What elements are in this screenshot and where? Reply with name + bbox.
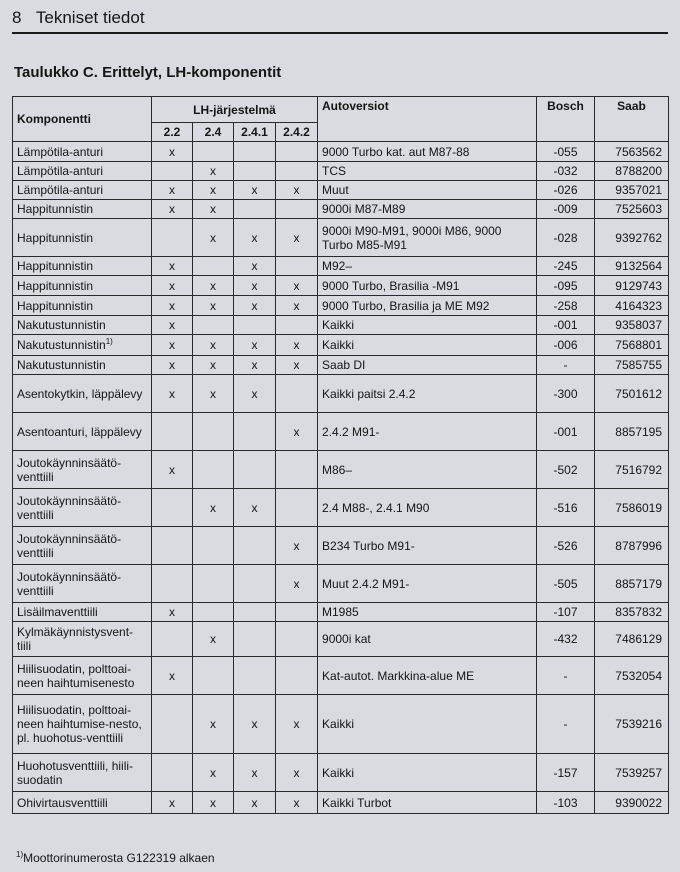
lh-mark-cell: x [276,413,318,451]
component-name: Nakutustunnistin [17,318,106,332]
component-cell [13,754,152,792]
car-versions-cell: Muut 2.4.2 M91- [318,565,537,603]
table-row [13,200,669,219]
bosch-number-cell: -009 [537,200,595,219]
lh-mark-cell: x [234,219,276,257]
lh-mark-cell [276,451,318,489]
component-cell [13,219,152,257]
col-header-bosch: Bosch [537,97,595,142]
lh-mark-cell: x [193,792,234,814]
lh-mark-cell: x [152,181,193,200]
component-name: Hiilisuodatin, polttoai-neen haihtumise-nesto, pl. huohotus-venttiili [17,703,142,745]
col-header-lh-2-2: 2.2 [152,123,193,142]
lh-mark-cell [276,316,318,335]
lh-mark-cell: x [276,695,318,754]
saab-number-cell: 9357021 [595,181,669,200]
table-row [13,565,669,603]
car-versions-cell: M1985 [318,603,537,622]
lh-mark-cell: x [276,565,318,603]
saab-number-cell: 8857195 [595,413,669,451]
lh-mark-cell: x [152,142,193,162]
component-cell [13,622,152,657]
bosch-number-cell: - [537,356,595,375]
car-versions-cell: Kat-autot. Markkina-alue ME [318,657,537,695]
col-header-lh-2-4-1: 2.4.1 [234,123,276,142]
lh-mark-cell: x [193,695,234,754]
table-row [13,792,669,814]
car-versions-cell: Muut [318,181,537,200]
component-name: Huohotusventtiili, hiili-suodatin [17,758,134,787]
table-row [13,316,669,335]
saab-number-cell: 9392762 [595,219,669,257]
car-versions-cell: TCS [318,162,537,181]
table-row [13,335,669,356]
chapter-title: Tekniset tiedot [35,8,145,27]
col-header-lh-2-4-2: 2.4.2 [276,123,318,142]
table-row [13,296,669,316]
table-row [13,754,669,792]
lh-mark-cell: x [152,657,193,695]
lh-mark-cell [234,603,276,622]
car-versions-cell: Kaikki [318,316,537,335]
table-row [13,142,669,162]
saab-number-cell: 9129743 [595,276,669,296]
component-cell [13,181,152,200]
saab-number-cell: 8357832 [595,603,669,622]
lh-mark-cell [234,657,276,695]
component-name: Asentoanturi, läppälevy [17,424,142,439]
lh-mark-cell: x [193,296,234,316]
component-cell [13,657,152,695]
lh-mark-cell: x [193,200,234,219]
component-name: Lämpötila-anturi [17,144,104,159]
lh-mark-cell: x [276,356,318,375]
footnote [16,851,215,865]
saab-number-cell: 8788200 [595,162,669,181]
lh-mark-cell: x [234,375,276,413]
table-row [13,162,669,181]
lh-mark-cell: x [193,489,234,527]
component-name: Asentokytkin, läppälevy [17,386,143,401]
lh-mark-cell [152,527,193,565]
component-cell [13,451,152,489]
car-versions-cell: 9000i M90-M91, 9000i M86, 9000 Turbo M85-M91 [318,219,537,257]
table-row [13,356,669,375]
col-header-lh-2-4: 2.4 [193,123,234,142]
car-versions-cell: B234 Turbo M91- [318,527,537,565]
lh-mark-cell [152,754,193,792]
table-row [13,219,669,257]
lh-mark-cell [193,257,234,276]
lh-mark-cell [193,413,234,451]
car-versions-cell: 9000 Turbo kat. aut M87-88 [318,142,537,162]
car-versions-cell: 2.4 M88-, 2.4.1 M90 [318,489,537,527]
lh-mark-cell: x [152,451,193,489]
lh-mark-cell: x [193,356,234,375]
footnote-reference: 1) [105,337,113,346]
lh-mark-cell: x [234,335,276,356]
lh-mark-cell: x [193,276,234,296]
bosch-number-cell: -055 [537,142,595,162]
component-cell [13,356,152,375]
lh-mark-cell: x [276,296,318,316]
car-versions-cell: 9000i kat [318,622,537,657]
lh-mark-cell [193,142,234,162]
component-cell [13,316,152,335]
component-cell [13,375,152,413]
lh-mark-cell [234,451,276,489]
lh-mark-cell [276,622,318,657]
saab-number-cell: 7486129 [595,622,669,657]
lh-mark-cell [276,142,318,162]
component-cell [13,296,152,316]
lh-mark-cell: x [152,200,193,219]
component-name: Ohivirtausventtiili [17,795,108,810]
lh-mark-cell: x [152,296,193,316]
lh-mark-cell [152,622,193,657]
bosch-number-cell: -103 [537,792,595,814]
car-versions-cell: 9000i M87-M89 [318,200,537,219]
saab-number-cell: 7501612 [595,375,669,413]
component-cell [13,257,152,276]
saab-number-cell: 8787996 [595,527,669,565]
lh-mark-cell: x [152,375,193,413]
lh-mark-cell [152,413,193,451]
lh-mark-cell [234,316,276,335]
saab-number-cell: 7539216 [595,695,669,754]
lh-mark-cell: x [234,489,276,527]
component-cell [13,603,152,622]
lh-mark-cell: x [193,622,234,657]
lh-mark-cell [193,565,234,603]
lh-mark-cell [234,622,276,657]
lh-mark-cell: x [193,181,234,200]
component-name: Happitunnistin [17,230,94,245]
saab-number-cell: 7532054 [595,657,669,695]
lh-mark-cell: x [152,356,193,375]
car-versions-cell: Kaikki [318,335,537,356]
bosch-number-cell: -516 [537,489,595,527]
lh-mark-cell [234,565,276,603]
bosch-number-cell: -505 [537,565,595,603]
lh-mark-cell [152,489,193,527]
component-cell [13,162,152,181]
lh-mark-cell: x [276,754,318,792]
lh-mark-cell [234,413,276,451]
component-name: Happitunnistin [17,202,94,216]
component-name: Joutokäynninsäätö-venttiili [17,493,122,522]
chapter-number: 8 [12,8,22,27]
table-caption: Taulukko C. Erittelyt, LH-komponentit [14,64,282,81]
lh-mark-cell: x [276,792,318,814]
lh-mark-cell: x [152,316,193,335]
lh-mark-cell: x [193,219,234,257]
car-versions-cell: Kaikki Turbot [318,792,537,814]
component-cell [13,527,152,565]
lh-mark-cell [234,162,276,181]
bosch-number-cell: -502 [537,451,595,489]
lh-mark-cell: x [152,603,193,622]
lh-mark-cell [276,257,318,276]
car-versions-cell: M86– [318,451,537,489]
lh-mark-cell: x [276,335,318,356]
lh-mark-cell: x [234,257,276,276]
lh-mark-cell [276,489,318,527]
lh-mark-cell: x [152,335,193,356]
component-name: Lisäilmaventtiili [17,605,98,619]
lh-mark-cell: x [234,792,276,814]
component-name: Happitunnistin [17,259,94,273]
component-cell [13,565,152,603]
col-header-car-versions: Autoversiot [318,97,537,142]
lh-mark-cell: x [234,296,276,316]
bosch-number-cell: -107 [537,603,595,622]
lh-mark-cell [276,657,318,695]
col-header-lh-system: LH-järjestelmä [152,97,318,123]
bosch-number-cell: - [537,657,595,695]
bosch-number-cell: -001 [537,316,595,335]
lh-mark-cell: x [152,276,193,296]
bosch-number-cell: -300 [537,375,595,413]
lh-mark-cell: x [193,375,234,413]
lh-mark-cell [193,657,234,695]
car-versions-cell: Kaikki [318,754,537,792]
component-name: Happitunnistin [17,278,94,293]
lh-mark-cell [234,200,276,219]
car-versions-cell: 9000 Turbo, Brasilia ja ME M92 [318,296,537,316]
bosch-number-cell: -026 [537,181,595,200]
components-table [12,96,669,814]
component-name: Happitunnistin [17,298,94,313]
component-name: Hiilisuodatin, polttoai-neen haihtumisenesto [17,661,135,690]
saab-number-cell: 7585755 [595,356,669,375]
table-row [13,489,669,527]
table-row [13,451,669,489]
component-name: Kylmäkäynnistysvent-tiili [17,625,134,653]
lh-mark-cell [276,375,318,413]
saab-number-cell: 9132564 [595,257,669,276]
footnote-text: Moottorinumerosta G122319 alkaen [23,851,215,865]
component-cell [13,335,152,356]
table-row [13,527,669,565]
lh-mark-cell: x [193,162,234,181]
footnote-marker: 1) [16,850,24,859]
table-row [13,603,669,622]
lh-mark-cell: x [276,276,318,296]
component-name: Nakutustunnistin [17,358,106,372]
lh-mark-cell [193,451,234,489]
car-versions-cell: Saab DI [318,356,537,375]
lh-mark-cell: x [276,181,318,200]
car-versions-cell: Kaikki [318,695,537,754]
saab-number-cell: 4164323 [595,296,669,316]
saab-number-cell: 7586019 [595,489,669,527]
lh-mark-cell: x [152,257,193,276]
saab-number-cell: 9358037 [595,316,669,335]
bosch-number-cell: -032 [537,162,595,181]
page-header [12,8,145,28]
bosch-number-cell: -258 [537,296,595,316]
col-header-component: Komponentti [13,97,152,142]
lh-mark-cell [193,603,234,622]
bosch-number-cell: -245 [537,257,595,276]
lh-mark-cell: x [234,356,276,375]
bosch-number-cell: -028 [537,219,595,257]
lh-mark-cell: x [193,754,234,792]
lh-mark-cell: x [234,695,276,754]
lh-mark-cell: x [276,219,318,257]
component-cell [13,276,152,296]
lh-mark-cell [193,316,234,335]
bosch-number-cell: - [537,695,595,754]
lh-mark-cell [193,527,234,565]
saab-number-cell: 7539257 [595,754,669,792]
table-row [13,276,669,296]
saab-number-cell: 7516792 [595,451,669,489]
lh-mark-cell [276,200,318,219]
lh-mark-cell: x [193,335,234,356]
table-row [13,257,669,276]
car-versions-cell: M92– [318,257,537,276]
table-row [13,413,669,451]
component-name: Joutokäynninsäätö-venttiili [17,569,122,598]
header-rule [12,32,668,34]
component-cell [13,489,152,527]
car-versions-cell: 9000 Turbo, Brasilia -M91 [318,276,537,296]
saab-number-cell: 7563562 [595,142,669,162]
component-name: Lämpötila-anturi [17,164,104,178]
lh-mark-cell [152,162,193,181]
lh-mark-cell: x [234,754,276,792]
bosch-number-cell: -432 [537,622,595,657]
saab-number-cell: 9390022 [595,792,669,814]
component-name: Joutokäynninsäätö-venttiili [17,531,122,560]
component-cell [13,200,152,219]
component-name: Joutokäynninsäätö-venttiili [17,455,122,484]
lh-mark-cell: x [234,276,276,296]
lh-mark-cell: x [152,792,193,814]
bosch-number-cell: -006 [537,335,595,356]
car-versions-cell: 2.4.2 M91- [318,413,537,451]
saab-number-cell: 7525603 [595,200,669,219]
col-header-saab: Saab [595,97,669,142]
table-row [13,657,669,695]
table-row [13,695,669,754]
table-row [13,622,669,657]
car-versions-cell: Kaikki paitsi 2.4.2 [318,375,537,413]
lh-mark-cell [234,142,276,162]
lh-mark-cell [152,219,193,257]
component-name: Nakutustunnistin [17,338,106,352]
component-cell [13,792,152,814]
component-cell [13,413,152,451]
table-row [13,375,669,413]
saab-number-cell: 8857179 [595,565,669,603]
table-body [13,142,669,814]
bosch-number-cell: -157 [537,754,595,792]
table-row [13,181,669,200]
bosch-number-cell: -095 [537,276,595,296]
component-cell [13,142,152,162]
bosch-number-cell: -526 [537,527,595,565]
lh-mark-cell [152,695,193,754]
lh-mark-cell: x [234,181,276,200]
component-cell [13,695,152,754]
lh-mark-cell [234,527,276,565]
lh-mark-cell [276,603,318,622]
lh-mark-cell [276,162,318,181]
component-name: Lämpötila-anturi [17,183,104,197]
lh-mark-cell [152,565,193,603]
lh-mark-cell: x [276,527,318,565]
bosch-number-cell: -001 [537,413,595,451]
saab-number-cell: 7568801 [595,335,669,356]
